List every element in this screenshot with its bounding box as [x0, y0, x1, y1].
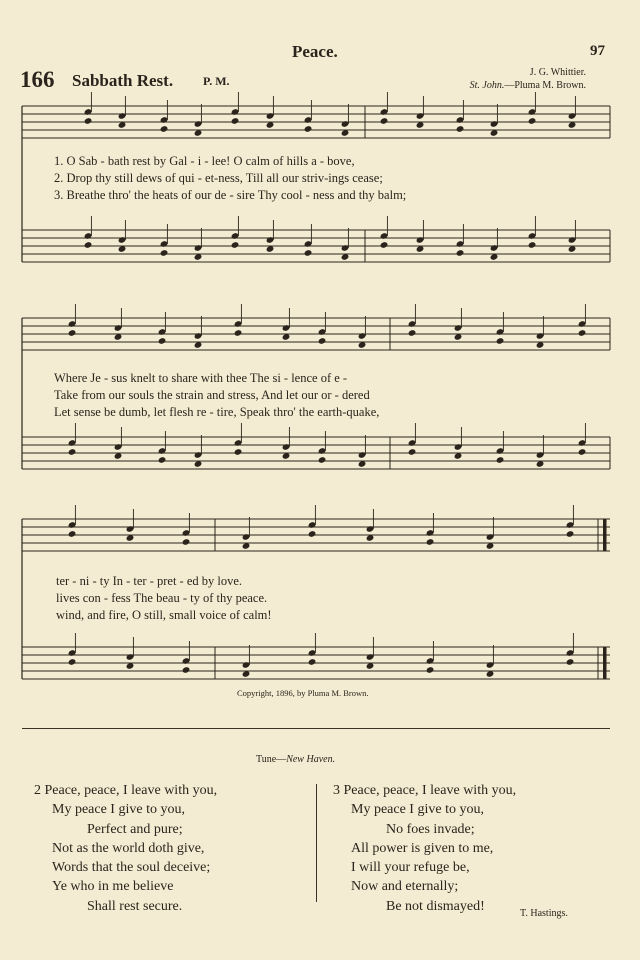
system2-treble-note: [496, 337, 505, 345]
hymn-title: Sabbath Rest.: [72, 71, 174, 90]
system3-treble-note: [426, 538, 435, 546]
system1-treble-note: [456, 125, 465, 133]
system2-treble-note: [578, 329, 587, 337]
system2-treble-note: [158, 337, 167, 345]
lyric-system3-verse3: wind, and fire, O still, small voice of calm!: [56, 608, 272, 622]
system1-bass-note: [456, 249, 465, 257]
column-divider: [316, 784, 317, 902]
lyric-system3-verse1: ter - ni - ty In - ter - pret - ed by love.: [56, 574, 243, 588]
system2-treble-note: [234, 329, 243, 337]
system2-treble-note: [68, 329, 77, 337]
verse2-line2: My peace I give to you,: [52, 802, 185, 818]
verse3-line7: Be not dismayed!: [386, 898, 485, 914]
verse2-line5: Words that the soul deceive;: [52, 860, 211, 876]
system1-bass-note: [231, 241, 240, 249]
system2-bass-note: [408, 448, 417, 456]
verse2-line4: Not as the world doth give,: [52, 840, 205, 856]
lyric-system1-verse2: 2. Drop thy still dews of qui - et-ness, Till all our striv-ings cease;: [54, 171, 383, 185]
system1-bass-note: [84, 241, 93, 249]
hymn-number: 166: [20, 67, 55, 92]
verse2-line1: 2 Peace, peace, I leave with you,: [34, 783, 218, 798]
system1-treble-note: [380, 117, 389, 125]
lyric-system2-verse2: Take from our souls the strain and stress, And let our or - dered: [54, 388, 370, 402]
copyright-notice: Copyright, 1896, by Pluma M. Brown.: [237, 688, 369, 698]
verse3-line1: 3 Peace, peace, I leave with you,: [333, 783, 517, 798]
system3-treble-note: [68, 530, 77, 538]
music-credit: St. John.—Pluma M. Brown.: [469, 80, 586, 91]
divider-rule: [22, 728, 610, 729]
tune-line: Tune—New Haven.: [256, 754, 336, 765]
lyric-system1-verse1: 1. O Sab - bath rest by Gal - i - lee! O calm of hills a - bove,: [54, 154, 355, 168]
verse-3: [333, 781, 516, 916]
system2-bass-note: [234, 448, 243, 456]
system1-treble-note: [231, 117, 240, 125]
system1-bass-note: [160, 249, 169, 257]
verse3-line2: My peace I give to you,: [351, 802, 484, 818]
system3-final-bar: [603, 647, 606, 679]
system3-bass-note: [68, 658, 77, 666]
system3-bass-note: [308, 658, 317, 666]
verse3-line5: I will your refuge be,: [351, 860, 470, 876]
verse2-line7: Shall rest secure.: [87, 898, 183, 914]
system3-treble-note: [566, 530, 575, 538]
system2-bass-note: [318, 456, 327, 464]
system1-bass-note: [304, 249, 313, 257]
verse3-line6: Now and eternally;: [351, 879, 459, 895]
section-title: Peace.: [292, 42, 338, 61]
system1-bass-note: [528, 241, 537, 249]
page-number: 97: [590, 43, 605, 59]
system3-bass-note: [426, 666, 435, 674]
system2-bass-note: [496, 456, 505, 464]
verse2-line3: Perfect and pure;: [87, 821, 183, 837]
system2-bass-note: [158, 456, 167, 464]
system1-bass-note: [380, 241, 389, 249]
verse3-line4: All power is given to me,: [351, 840, 494, 856]
system3-final-bar: [603, 519, 606, 551]
system1-treble-note: [84, 117, 93, 125]
lyric-system2-verse3: Let sense be dumb, let flesh re - tire, Speak thro' the earth-quake,: [54, 405, 380, 419]
verse3-line3: No foes invade;: [386, 821, 475, 837]
system3-treble-note: [308, 530, 317, 538]
system1-treble-note: [304, 125, 313, 133]
system1-treble-note: [160, 125, 169, 133]
system2-treble-note: [408, 329, 417, 337]
system2-bass-note: [578, 448, 587, 456]
system3-bass-note: [182, 666, 191, 674]
hymn-meter: P. M.: [203, 74, 230, 88]
verse2-line6: Ye who in me believe: [52, 879, 174, 895]
lyric-system1-verse3: 3. Breathe thro' the heats of our de - sire Thy cool - ness and thy balm;: [54, 188, 407, 202]
system3-treble-note: [182, 538, 191, 546]
system3-bass-note: [566, 658, 575, 666]
system2-bass-note: [68, 448, 77, 456]
system2-treble-note: [318, 337, 327, 345]
second-hymn-author: T. Hastings.: [520, 908, 568, 919]
verse-2: [34, 781, 217, 916]
words-credit: J. G. Whittier.: [529, 67, 586, 78]
lyric-system2-verse1: Where Je - sus knelt to share with thee The si - lence of e -: [54, 371, 348, 385]
lyric-system3-verse2: lives con - fess The beau - ty of thy peace.: [56, 591, 268, 605]
system1-treble-note: [528, 117, 537, 125]
